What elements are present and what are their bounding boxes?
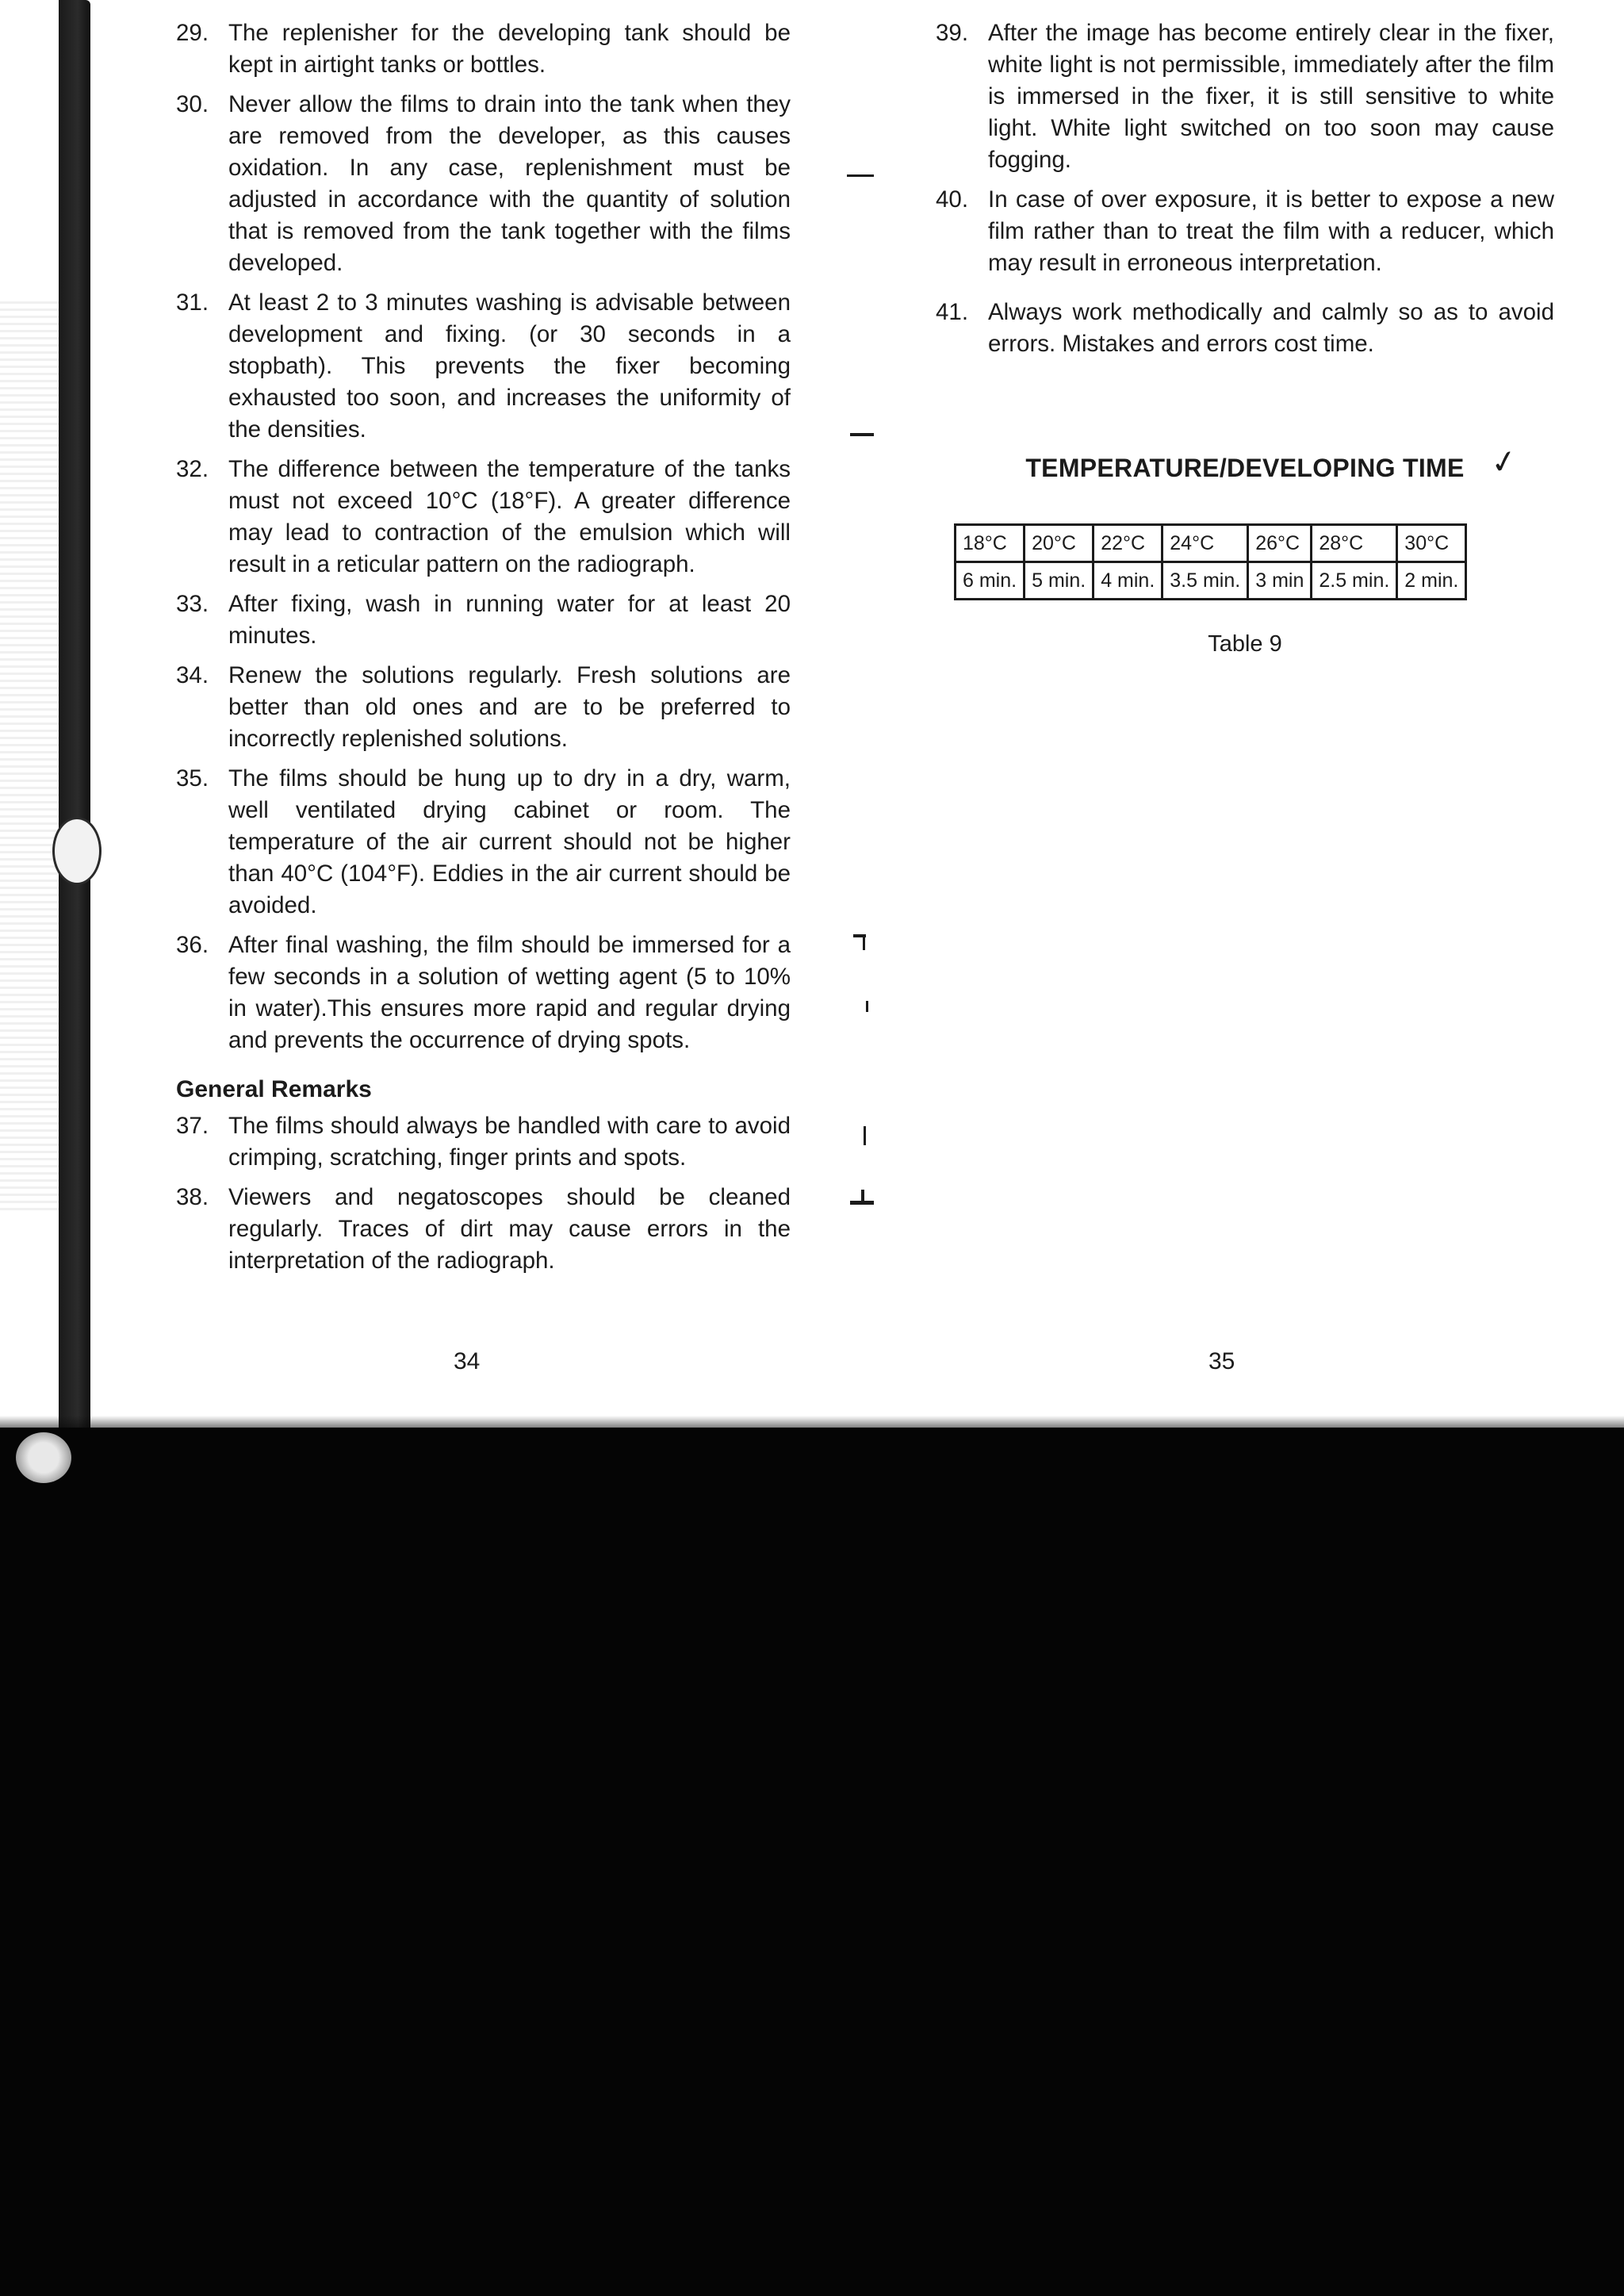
- item-text: After final washing, the film should be immersed for a few seconds in a solution of wetting agent (5 to 10% in water).This ensures more rapid and regular drying and prevents the occurrence of drying spots.: [228, 932, 791, 1053]
- table-cell: 3.5 min.: [1162, 562, 1248, 600]
- table-cell: 26°C: [1248, 525, 1312, 562]
- punch-hole: [52, 817, 102, 885]
- list-item: [176, 930, 791, 1056]
- table-cell: 2.5 min.: [1312, 562, 1397, 600]
- gutter-mark: [861, 1190, 864, 1204]
- checkmark-icon: ✓: [1488, 443, 1521, 482]
- item-number: 40.: [936, 186, 969, 213]
- item-text: In case of over exposure, it is better to expose a new film rather than to treat the film with a reducer, which may result in erroneous interpretation.: [988, 186, 1554, 276]
- left-page: [176, 17, 791, 1285]
- section-heading: General Remarks: [176, 1076, 372, 1102]
- item-number: 41.: [936, 299, 969, 325]
- table-cell: 5 min.: [1025, 562, 1094, 600]
- list-item: [936, 297, 1554, 360]
- table-cell: 30°C: [1397, 525, 1466, 562]
- item-number: 33.: [176, 591, 209, 617]
- list-item: [936, 184, 1554, 279]
- temperature-row: [956, 525, 1466, 562]
- table-title: TEMPERATURE/DEVELOPING TIME: [1025, 454, 1465, 482]
- item-text: Renew the solutions regularly. Fresh solutions are better than old ones and are to be preferred to incorrectly replenished solutions.: [228, 662, 791, 752]
- list-item: [176, 588, 791, 652]
- gutter-mark: [847, 174, 874, 177]
- list-item: [176, 89, 791, 279]
- table-cell: 24°C: [1162, 525, 1248, 562]
- list-item: [176, 763, 791, 922]
- left-item-list: [176, 17, 791, 1056]
- item-number: 30.: [176, 91, 209, 117]
- temperature-developing-time-table: [954, 523, 1467, 600]
- item-number: 38.: [176, 1184, 209, 1210]
- table-cell: 2 min.: [1397, 562, 1466, 600]
- item-text: Viewers and negatoscopes should be cleaned regularly. Traces of dirt may cause errors in the interpretation of the radiograph.: [228, 1184, 791, 1274]
- list-item: [176, 454, 791, 581]
- table-cell: 3 min: [1248, 562, 1312, 600]
- item-number: 36.: [176, 932, 209, 958]
- item-text: Always work methodically and calmly so as to avoid errors. Mistakes and errors cost time.: [988, 299, 1554, 357]
- binding-speckle: [0, 301, 60, 1213]
- table-caption: Table 9: [1208, 631, 1282, 657]
- right-page: [936, 17, 1554, 368]
- item-text: The difference between the temperature of the tanks must not exceed 10°C (18°F). A greater difference may lead to contraction of the emulsion which will result in a reticular pattern on the radiograph.: [228, 456, 791, 577]
- page-number-right: 35: [1208, 1348, 1235, 1374]
- table-cell: 28°C: [1312, 525, 1397, 562]
- item-number: 34.: [176, 662, 209, 688]
- list-item: [176, 1182, 791, 1277]
- item-number: 31.: [176, 289, 209, 316]
- gutter-mark: [866, 1001, 868, 1012]
- page-number-left: 34: [454, 1348, 481, 1374]
- scanner-background: [0, 1428, 1624, 2296]
- left-item-list-after: [176, 1110, 791, 1277]
- table-cell: 18°C: [956, 525, 1025, 562]
- table-cell: 22°C: [1094, 525, 1162, 562]
- item-number: 37.: [176, 1113, 209, 1139]
- item-number: 39.: [936, 20, 969, 46]
- item-text: The films should be hung up to dry in a dry, warm, well ventilated drying cabinet or room. The temperature of the air current should not be higher than 40°C (104°F). Eddies in the air current should be avoided.: [228, 765, 791, 918]
- developing-time-row: [956, 562, 1466, 600]
- binding-strip: [0, 0, 95, 1428]
- item-number: 32.: [176, 456, 209, 482]
- list-item: [176, 660, 791, 755]
- list-item: [936, 17, 1554, 176]
- gutter-mark: [863, 934, 865, 950]
- item-text: Never allow the films to drain into the tank when they are removed from the developer, as this causes oxidation. In any case, replenishment must be adjusted in accordance with the quantity of solution that is removed from the tank together with the films developed.: [228, 91, 791, 276]
- table-cell: 20°C: [1025, 525, 1094, 562]
- binding-bar: [59, 0, 90, 1428]
- item-number: 29.: [176, 20, 209, 46]
- list-item: [176, 287, 791, 446]
- right-item-list: [936, 17, 1554, 360]
- list-item: [176, 1110, 791, 1174]
- gutter-mark: [864, 1126, 866, 1145]
- gutter-mark: [850, 433, 874, 436]
- table-cell: 6 min.: [956, 562, 1025, 600]
- item-number: 35.: [176, 765, 209, 792]
- punch-hole: [16, 1432, 71, 1483]
- table-cell: 4 min.: [1094, 562, 1162, 600]
- item-text: The films should always be handled with care to avoid crimping, scratching, finger prints and spots.: [228, 1113, 791, 1171]
- item-text: The replenisher for the developing tank should be kept in airtight tanks or bottles.: [228, 20, 791, 78]
- item-text: After the image has become entirely clear in the fixer, white light is not permissible, immediately after the film is immersed in the fixer, it is still sensitive to white light. White light switched on too soon may cause fogging.: [988, 20, 1554, 173]
- list-item: [176, 17, 791, 81]
- item-text: After fixing, wash in running water for at least 20 minutes.: [228, 591, 791, 649]
- item-text: At least 2 to 3 minutes washing is advisable between development and fixing. (or 30 seconds in a stopbath). This prevents the fixer becoming exhausted too soon, and increases the uniformity of the densities.: [228, 289, 791, 443]
